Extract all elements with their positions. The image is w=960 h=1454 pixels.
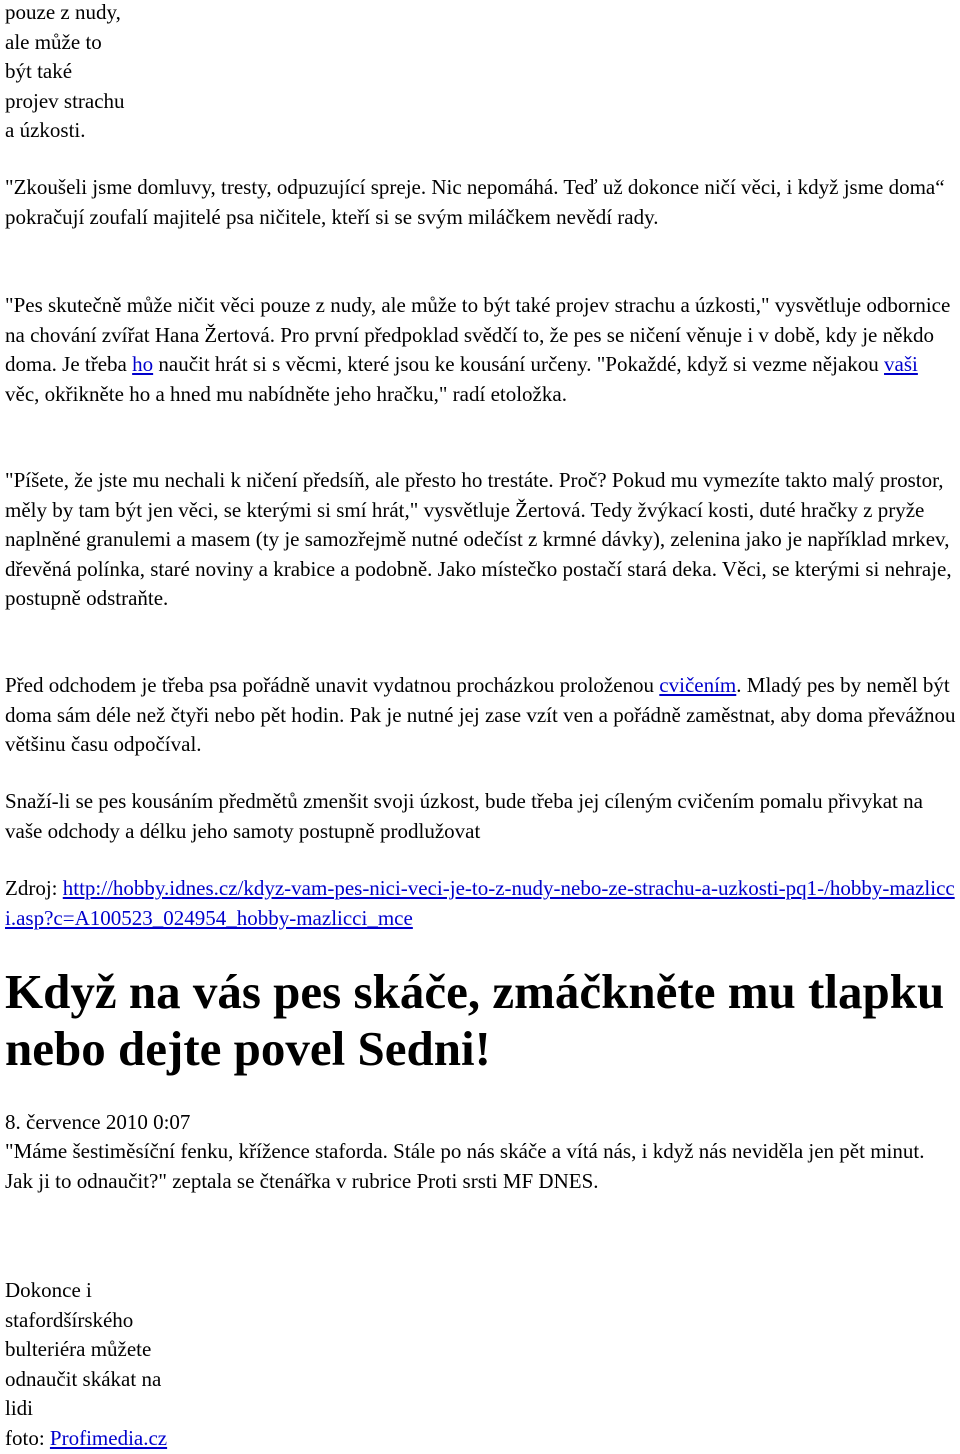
caption-line: a úzkosti. — [5, 118, 86, 142]
source-line — [5, 874, 957, 933]
caption-line: ale může to — [5, 29, 102, 54]
caption-line: pouze z nudy, — [5, 0, 121, 24]
paragraph-expert-advice — [5, 291, 957, 409]
caption-line: projev strachu — [5, 88, 125, 113]
source-link[interactable]: http://hobby.idnes.cz/kdyz-vam-pes-nici-veci-je-to-z-nudy-nebo-ze-strachu-a-uzkosti-pq1-/hobby-mazlicci.asp?c=A100523_024954_hobby-mazlicci_mce — [5, 876, 955, 930]
link-cviceni[interactable]: cvičením — [659, 673, 737, 697]
link-ho[interactable]: ho — [132, 352, 154, 376]
photo-caption-top — [5, 0, 205, 146]
paragraph-text: naučit hrát si s věcmi, které jsou ke kousání určeny. "Pokaždé, když si vezme nějakou — [153, 352, 885, 376]
paragraph-anxiety: Snaží-li se pes kousáním předmětů zmenšit svoji úzkost, bude třeba jej cíleným cvičením pomalu přivykat na vaše odchody a délku jeho samoty postupně prodlužovat — [5, 789, 923, 843]
photo-credit-link[interactable]: Profimedia.cz — [49, 1425, 168, 1450]
paragraph-text: "Pes skutečně může ničit věci pouze z nudy, ale může to být také projev strachu a úzkosti," vysvětluje odbornice na chování zvířat Hana Žertová. Pro první předpoklad svědčí to, že pes se ničení věnuje i v době, kdy je někdo doma. Je třeba — [5, 293, 951, 376]
caption-line: Dokonce i — [5, 1278, 92, 1302]
article-date: 8. července 2010 0:07 — [5, 1110, 191, 1134]
paragraph-walk — [5, 671, 957, 760]
caption-line: bulteriéra můžete — [5, 1337, 152, 1361]
paragraph-owner-complaint: "Zkoušeli jsme domluvy, tresty, odpuzující spreje. Nic nepomáhá. Teď už dokonce ničí věci, i když jsme doma“ pokračují zoufalí majitelé psa ničitele, kteří si se svým miláčkem nevědí rady. — [5, 175, 945, 229]
caption-line: lidi — [5, 1396, 34, 1420]
source-label: Zdroj: — [5, 876, 63, 900]
paragraph-hallway: "Píšete, že jste mu nechali k ničení předsíň, ale přesto ho trestáte. Proč? Pokud mu vymezíte takto malý prostor, měly by tam být jen věci, se kterými si smí hrát," vysvětluje Žertová. Tedy žvýkací kosti, duté hračky z pryže naplněné granulemi a masem (ty je samozřejmě nutné odečíst z krmné dávky), zelenina jako je například mrkev, dřevěná polínka, staré noviny a krabice a podobně. Jako místečko postačí stará deka. Věci, se kterými si nehraje, postupně odstraňte. — [5, 468, 952, 610]
caption-line: odnaučit skákat na — [5, 1366, 162, 1391]
article-headline: Když na vás pes skáče, zmáčkněte mu tlapku nebo dejte povel Sedni! — [5, 964, 945, 1076]
photo-caption-bottom — [5, 1276, 205, 1453]
article-intro: "Máme šestiměsíční fenku, křížence staforda. Stále po nás skáče a vítá nás, i když nás neviděla jen pět minut. Jak ji to odnaučit?" zeptala se čtenářka v rubrice Proti srsti MF DNES. — [5, 1139, 925, 1193]
caption-line: stafordšírského — [5, 1307, 134, 1332]
caption-line: být také — [5, 59, 73, 83]
paragraph-text: věc, okřikněte ho a hned mu nabídněte jeho hračku," radí etoložka. — [5, 381, 567, 406]
paragraph-text: . Mladý pes by neměl být doma sám déle než čtyři nebo pět hodin. Pak je nutné jej zase vzít ven a pořádně zaměstnat, aby doma převážnou většinu času odpočíval. — [5, 673, 956, 756]
link-vasi[interactable]: vaši — [884, 352, 918, 376]
paragraph-text: Před odchodem je třeba psa pořádně unavit vydatnou procházkou proloženou — [5, 673, 660, 697]
photo-credit-label: foto: — [5, 1425, 50, 1450]
